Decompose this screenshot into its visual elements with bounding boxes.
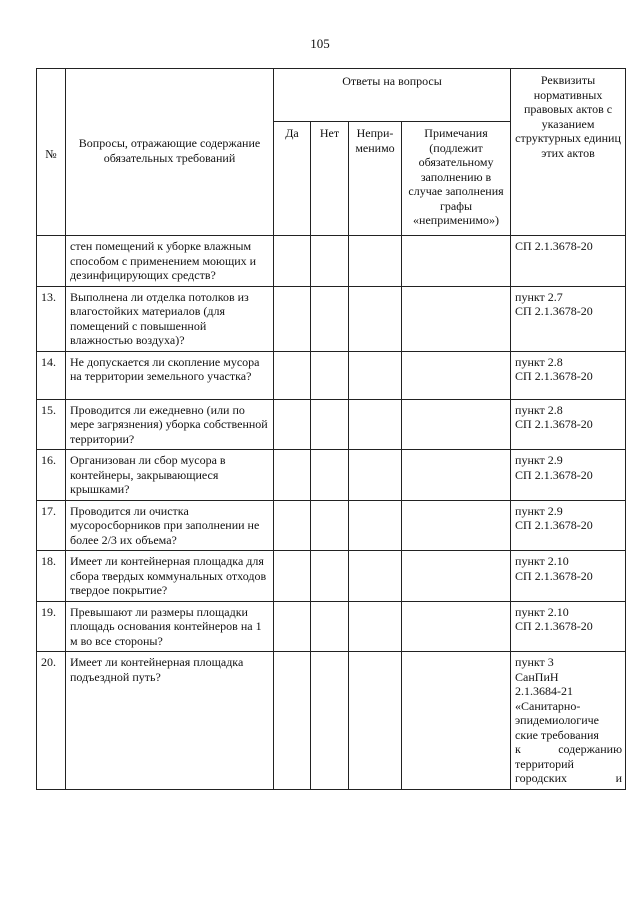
row-number: 15.	[37, 399, 66, 450]
row-requisites	[511, 652, 626, 790]
answer-yes-cell[interactable]	[274, 351, 311, 399]
answer-no-cell[interactable]	[311, 551, 349, 602]
req-line: пункт 3	[515, 655, 554, 669]
answer-not-applicable-cell[interactable]	[349, 450, 402, 501]
table-row	[37, 450, 626, 501]
answer-notes-cell[interactable]	[402, 450, 511, 501]
row-requisites	[511, 500, 626, 551]
row-requisites	[511, 450, 626, 501]
req-clause: пункт 2.8	[515, 402, 563, 417]
row-question: Организован ли сбор мусора в контейнеры, закрывающиеся крышками?	[66, 450, 274, 501]
req-line: территорий	[515, 756, 574, 771]
row-number: 14.	[37, 351, 66, 399]
answer-no-cell[interactable]	[311, 450, 349, 501]
header-no: Нет	[311, 122, 349, 236]
row-question: Выполнена ли отделка потолков из влагостойких материалов (для помещений с повышенной влажностью воздуха)?	[66, 286, 274, 351]
row-requisites	[511, 286, 626, 351]
answer-yes-cell[interactable]	[274, 601, 311, 652]
req-act: СП 2.1.3678-20	[515, 304, 593, 318]
answer-yes-cell[interactable]	[274, 286, 311, 351]
answer-notes-cell[interactable]	[402, 652, 511, 790]
req-line: ские требования	[515, 727, 599, 742]
answer-yes-cell[interactable]	[274, 652, 311, 790]
row-number	[37, 236, 66, 287]
req-line: СанПиН	[515, 669, 559, 684]
answer-no-cell[interactable]	[311, 351, 349, 399]
header-notes: Примечания (подлежит обязательному заполнению в случае заполнения графы «неприменимо»)	[402, 122, 511, 236]
row-number: 18.	[37, 551, 66, 602]
req-clause: пункт 2.9	[515, 503, 563, 518]
answer-notes-cell[interactable]	[402, 551, 511, 602]
req-act: СП 2.1.3678-20	[515, 518, 593, 532]
req-act: СП 2.1.3678-20	[515, 417, 593, 431]
req-line: городских и	[515, 771, 623, 785]
answer-not-applicable-cell[interactable]	[349, 286, 402, 351]
req-act: СП 2.1.3678-20	[515, 369, 593, 383]
answer-notes-cell[interactable]	[402, 601, 511, 652]
answer-not-applicable-cell[interactable]	[349, 601, 402, 652]
req-clause: пункт 2.9	[515, 453, 563, 467]
table-row	[37, 351, 626, 399]
table-row-last	[37, 652, 626, 790]
row-number: 13.	[37, 286, 66, 351]
table-row	[37, 500, 626, 551]
req-act: СП 2.1.3678-20	[515, 619, 593, 633]
checklist-table-wrapper	[36, 68, 625, 790]
row-requisites	[511, 399, 626, 450]
row-question: стен помещений к уборке влажным способом с применением моющих и дезинфицирующих средств?	[66, 236, 274, 287]
req-line: 2.1.3684-21	[515, 684, 574, 698]
row-number: 19.	[37, 601, 66, 652]
checklist-table	[36, 68, 626, 790]
answer-yes-cell[interactable]	[274, 500, 311, 551]
answer-no-cell[interactable]	[311, 601, 349, 652]
row-question: Проводится ли ежедневно (или по мере загрязнения) уборка собственной территории?	[66, 399, 274, 450]
req-clause: пункт 2.10	[515, 604, 569, 619]
header-yes: Да	[274, 122, 311, 236]
answer-no-cell[interactable]	[311, 500, 349, 551]
header-row-1	[37, 69, 626, 122]
row-requisites	[511, 551, 626, 602]
row-question: Имеет ли контейнерная площадка для сбора твердых коммунальных отходов твердое покрытие?	[66, 551, 274, 602]
row-question: Имеет ли контейнерная площадка подъездной путь?	[66, 652, 274, 790]
table-row	[37, 551, 626, 602]
answer-yes-cell[interactable]	[274, 551, 311, 602]
answer-no-cell[interactable]	[311, 286, 349, 351]
answer-no-cell[interactable]	[311, 399, 349, 450]
answer-not-applicable-cell[interactable]	[349, 551, 402, 602]
row-question: Проводится ли очистка мусоросборников при заполнении не более 2/3 их объема?	[66, 500, 274, 551]
req-clause: пункт 2.8	[515, 354, 563, 369]
table-row	[37, 236, 626, 287]
answer-notes-cell[interactable]	[402, 286, 511, 351]
req-act: СП 2.1.3678-20	[515, 239, 593, 253]
answer-no-cell[interactable]	[311, 652, 349, 790]
answer-notes-cell[interactable]	[402, 351, 511, 399]
table-row	[37, 286, 626, 351]
table-body	[37, 236, 626, 790]
row-requisites	[511, 236, 626, 287]
header-not-applicable: Непри-менимо	[349, 122, 402, 236]
row-number: 17.	[37, 500, 66, 551]
table-row	[37, 601, 626, 652]
answer-notes-cell[interactable]	[402, 399, 511, 450]
answer-not-applicable-cell[interactable]	[349, 652, 402, 790]
header-answers-group: Ответы на вопросы	[274, 69, 511, 122]
req-act: СП 2.1.3678-20	[515, 568, 593, 583]
row-requisites	[511, 351, 626, 399]
row-question: Превышают ли размеры площадки площадь основания контейнеров на 1 м во все стороны?	[66, 601, 274, 652]
req-clause: пункт 2.7	[515, 289, 563, 304]
req-line: «Санитарно-	[515, 698, 581, 713]
header-num: №	[37, 69, 66, 236]
req-clause: пункт 2.10	[515, 554, 569, 568]
answer-yes-cell[interactable]	[274, 236, 311, 287]
row-number: 20.	[37, 652, 66, 790]
header-question: Вопросы, отражающие содержание обязательных требований	[66, 69, 274, 236]
req-act: СП 2.1.3678-20	[515, 467, 593, 482]
answer-yes-cell[interactable]	[274, 399, 311, 450]
page-number: 105	[310, 36, 330, 51]
answer-not-applicable-cell[interactable]	[349, 500, 402, 551]
header-requisites: Реквизиты нормативных правовых актов с указанием структурных единиц этих актов	[511, 69, 626, 236]
answer-not-applicable-cell[interactable]	[349, 236, 402, 287]
answer-notes-cell[interactable]	[402, 236, 511, 287]
answer-no-cell[interactable]	[311, 236, 349, 287]
answer-not-applicable-cell[interactable]	[349, 351, 402, 399]
table-row	[37, 399, 626, 450]
answer-notes-cell[interactable]	[402, 500, 511, 551]
req-line: к содержанию	[515, 742, 623, 756]
row-number: 16.	[37, 450, 66, 501]
answer-yes-cell[interactable]	[274, 450, 311, 501]
req-line: эпидемиологиче	[515, 713, 600, 727]
row-question: Не допускается ли скопление мусора на территории земельного участка?	[66, 351, 274, 399]
row-requisites	[511, 601, 626, 652]
answer-not-applicable-cell[interactable]	[349, 399, 402, 450]
